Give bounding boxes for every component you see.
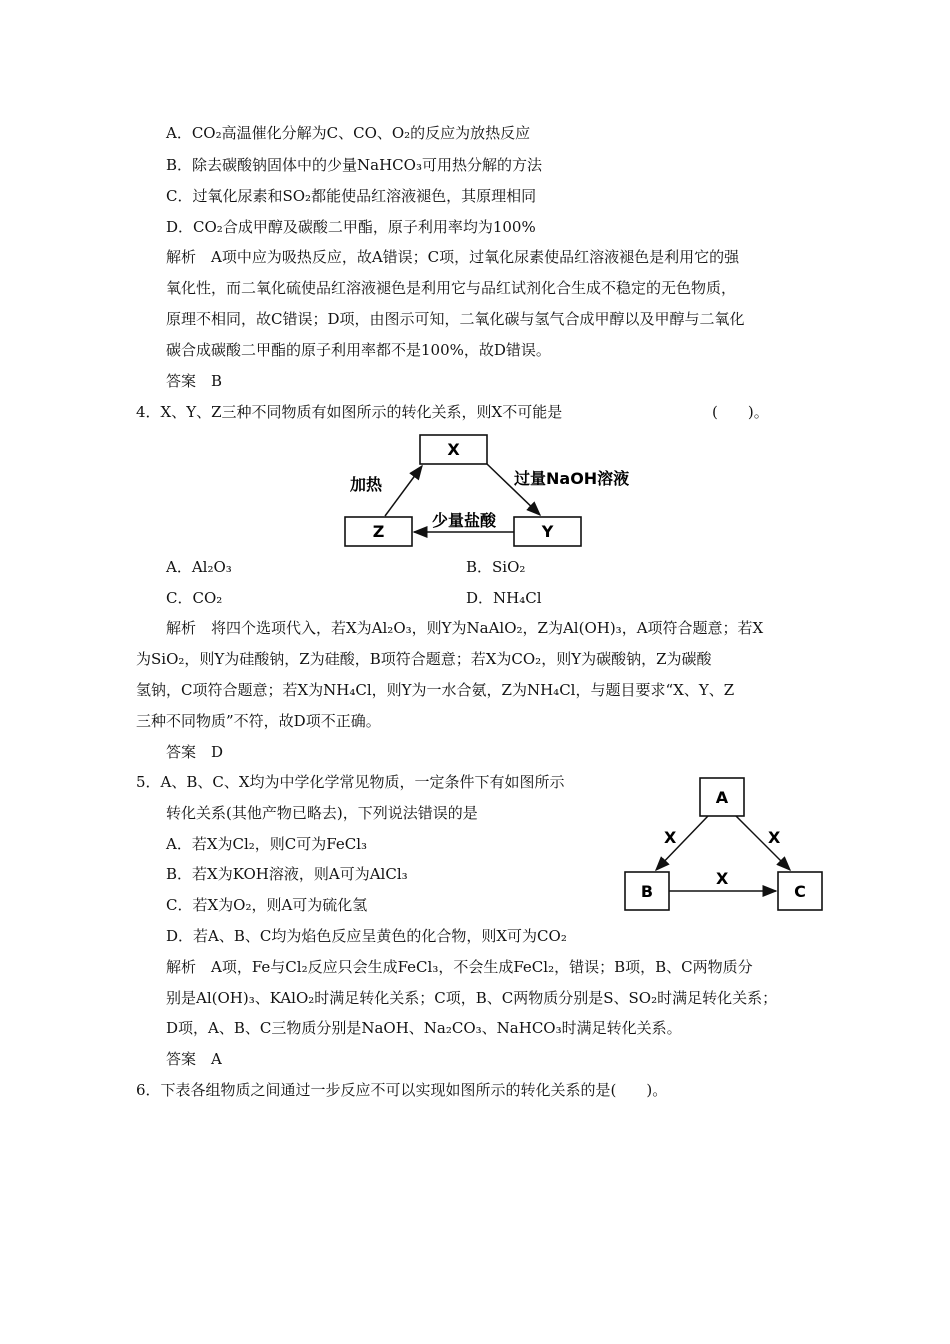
q3-analysis-line: 原理不相同，故C错误；D项，由图示可知，二氧化碳与氢气合成甲醇以及甲醇与二氧化 (166, 310, 745, 328)
q5-node-b: B (640, 882, 654, 901)
q5-answer: 答案 A (166, 1050, 222, 1068)
q5-analysis-line: 别是Al(OH)₃、KAlO₂时满足转化关系；C项，B、C两物质分别是S、SO₂时满足转化关系； (166, 989, 778, 1007)
q6-stem: 6．下表各组物质之间通过一步反应不可以实现如图所示的转化关系的是( )。 (136, 1081, 668, 1099)
q3-answer: 答案 B (166, 372, 223, 390)
q4-label-x-to-y: 过量NaOH溶液 (514, 469, 630, 488)
q5-node-c: C (794, 882, 806, 901)
q4-node-z: Z (372, 522, 385, 541)
q4-label-z-to-x: 加热 (350, 475, 383, 494)
q5-label-a-to-c: X (768, 828, 781, 847)
q4-arrow-z-to-x (385, 466, 422, 516)
q3-analysis-line: 碳合成碳酸二甲酯的原子利用率都不是100%，故D错误。 (166, 341, 551, 359)
q5-option-a: A．若X为Cl₂，则C可为FeCl₃ (166, 835, 368, 853)
q4-option-a: A．Al₂O₃ (166, 558, 232, 576)
q3-analysis-line: 解析 A项中应为吸热反应，故A错误；C项，过氧化尿素使品红溶液褪色是利用它的强 (166, 248, 740, 266)
q3-option-b: B．除去碳酸钠固体中的少量NaHCO₃可用热分解的方法 (166, 156, 542, 174)
q5-analysis-line: 解析 A项，Fe与Cl₂反应只会生成FeCl₃，不会生成FeCl₂，错误；B项，B、C两物质分 (166, 958, 753, 976)
q4-analysis-line: 三种不同物质”不符，故D项不正确。 (136, 712, 381, 730)
q4-stem: 4．X、Y、Z三种不同物质有如图所示的转化关系，则X不可能是 (136, 403, 563, 421)
q4-diagram (340, 428, 660, 554)
q5-diagram (620, 770, 830, 915)
q4-analysis-line: 解析 将四个选项代入，若X为Al₂O₃，则Y为NaAlO₂，Z为Al(OH)₃，A项符合题意；若X (166, 619, 764, 637)
q4-option-b: B．SiO₂ (466, 558, 526, 576)
q3-option-a: A．CO₂高温催化分解为C、CO、O₂的反应为放热反应 (166, 124, 531, 142)
q4-analysis-line: 氢钠，C项符合题意；若X为NH₄Cl，则Y为一水合氨，Z为NH₄Cl，与题目要求“X、Y、Z (136, 681, 735, 699)
q5-option-c: C．若X为O₂，则A可为硫化氢 (166, 896, 368, 914)
q3-option-d: D．CO₂合成甲醇及碳酸二甲酯，原子利用率均为100% (166, 218, 536, 236)
q4-node-y: Y (541, 522, 554, 541)
q3-analysis-line: 氧化性，而二氧化硫使品红溶液褪色是利用它与品红试剂化合生成不稳定的无色物质， (166, 279, 737, 297)
q5-stem-line1: 5．A、B、C、X均为中学化学常见物质，一定条件下有如图所示 (136, 773, 565, 791)
q4-option-d: D．NH₄Cl (466, 589, 542, 607)
q3-option-c: C．过氧化尿素和SO₂都能使品红溶液褪色，其原理相同 (166, 187, 537, 205)
q4-option-c: C．CO₂ (166, 589, 223, 607)
q4-answer-blank: ( )。 (712, 403, 769, 421)
q5-stem-line2: 转化关系(其他产物已略去)，下列说法错误的是 (166, 804, 478, 822)
q5-option-d: D．若A、B、C均为焰色反应呈黄色的化合物，则X可为CO₂ (166, 927, 567, 945)
q5-label-b-to-c: X (716, 869, 729, 888)
q4-answer: 答案 D (166, 743, 224, 761)
q5-analysis-line: D项，A、B、C三物质分别是NaOH、Na₂CO₃、NaHCO₃时满足转化关系。 (166, 1019, 682, 1037)
q4-label-y-to-z: 少量盐酸 (432, 511, 497, 530)
q5-node-a: A (715, 788, 729, 807)
q5-arrow-a-to-c (736, 816, 790, 870)
q4-node-x: X (447, 440, 460, 459)
q5-label-a-to-b: X (664, 828, 677, 847)
q4-analysis-line: 为SiO₂，则Y为硅酸钠，Z为硅酸，B项符合题意；若X为CO₂，则Y为碳酸钠，Z为碳酸 (136, 650, 712, 668)
q5-option-b: B．若X为KOH溶液，则A可为AlCl₃ (166, 865, 408, 883)
